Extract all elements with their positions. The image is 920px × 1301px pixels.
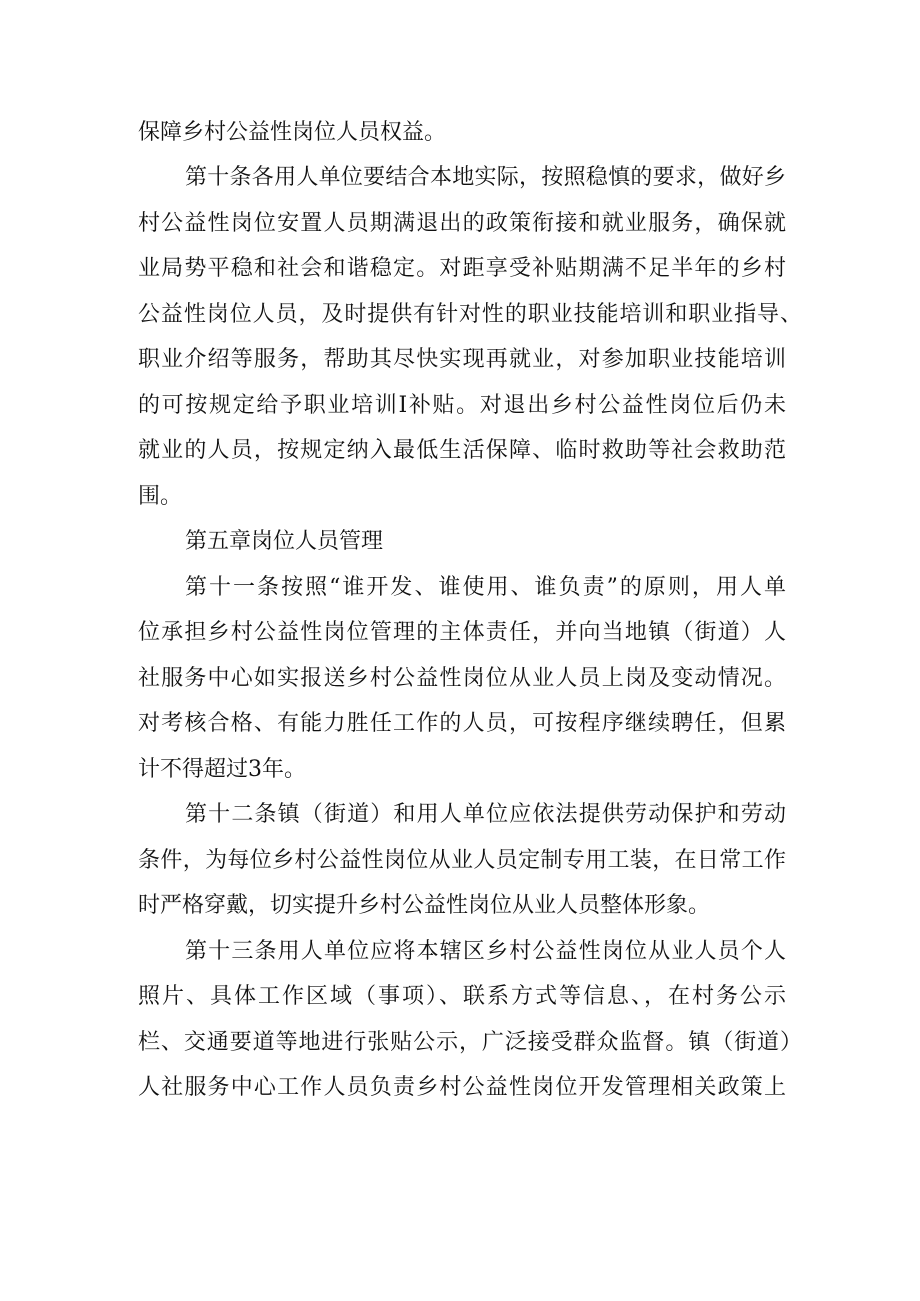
paragraph-line [0, 750, 920, 790]
text-line: 村公益性岗位安置人员期满退出的政策衔接和就业服务，确保就 [138, 211, 786, 236]
text-line-end: 时严格穿戴，切实提升乡村公益性岗位从业人员整体形象。 [138, 893, 711, 918]
paragraph-line [0, 613, 920, 653]
text-line: 的可按规定给予职业培训I补贴。对退出乡村公益性岗位后仍未 [138, 393, 786, 418]
article-12-first-line: 第十二条镇（街道）和用人单位应依法提供劳动保护和劳动 [185, 802, 786, 827]
paragraph-line [0, 386, 920, 426]
text-line: 栏、交通要道等地进行张贴公示，广泛接受群众监督。镇（街道） [138, 1030, 802, 1055]
text-line-end: 计不得超过3年。 [138, 757, 306, 782]
article-10-first-line: 第十条各用人单位要结合本地实际，按照稳慎的要求，做好乡 [185, 165, 786, 190]
text-line: 对考核合格、有能力胜任工作的人员，可按程序继续聘任，但累 [138, 711, 786, 736]
text-line: 公益性岗位人员，及时提供有针对性的职业技能培训和职业指导、 [138, 302, 802, 327]
text-line: 位承担乡村公益性岗位管理的主体责任，并向当地镇（街道）人 [138, 620, 786, 645]
chapter-heading: 第五章岗位人员管理 [185, 529, 384, 554]
paragraph-line [0, 477, 920, 517]
paragraph-line [0, 795, 920, 835]
text-line: 业局势平稳和社会和谐稳定。对距享受补贴期满不足半年的乡村 [138, 256, 786, 281]
paragraph-line [0, 1068, 920, 1108]
text-line: 就业的人员，按规定纳入最低生活保障、临时救助等社会救助范 [138, 438, 786, 463]
text-line: 照片、具体工作区域（事项）、联系方式等信息、，在村务公示 [138, 984, 786, 1009]
text-line: 条件，为每位乡村公益性岗位从业人员定制专用工装，在日常工作 [138, 848, 786, 873]
paragraph-line [0, 977, 920, 1017]
paragraph-line [0, 431, 920, 471]
text-line: 职业介绍等服务，帮助其尽快实现再就业，对参加职业技能培训 [138, 347, 786, 372]
paragraph-line [0, 568, 920, 608]
paragraph-line [0, 1023, 920, 1063]
paragraph-line [0, 340, 920, 380]
paragraph-line [0, 158, 920, 198]
paragraph-line [0, 295, 920, 335]
article-11-first-line: 第十一条按照“谁开发、谁使用、谁负责”的原则，用人单 [185, 575, 786, 600]
paragraph-line [0, 249, 920, 289]
text-line: 人社服务中心工作人员负责乡村公益性岗位开发管理相关政策上 [138, 1075, 786, 1100]
paragraph-line [0, 886, 920, 926]
text-line: 社服务中心如实报送乡村公益性岗位从业人员上岗及变动情况。 [138, 666, 786, 691]
paragraph-line [0, 522, 920, 562]
paragraph-line [0, 841, 920, 881]
article-13-first-line: 第十三条用人单位应将本辖区乡村公益性岗位从业人员个人 [185, 939, 786, 964]
paragraph-line [0, 204, 920, 244]
text-line-end: 围。 [138, 484, 183, 509]
text-line-end: 保障乡村公益性岗位人员权益。 [138, 120, 447, 145]
paragraph-line [0, 932, 920, 972]
paragraph-line [0, 659, 920, 699]
paragraph-line [0, 704, 920, 744]
paragraph-line [0, 113, 920, 153]
